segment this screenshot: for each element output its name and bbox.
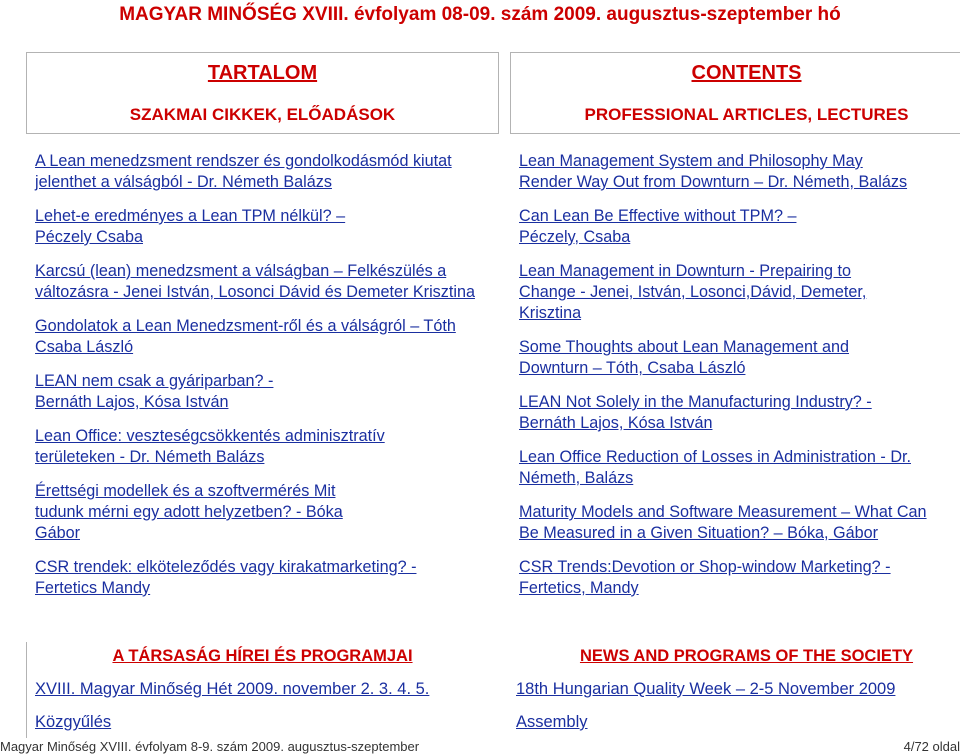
article-list-en <box>519 151 960 599</box>
toc-heading-box-hu <box>26 52 499 134</box>
news-link-en-2[interactable]: Assembly <box>516 713 588 731</box>
article-link-hu-7[interactable]: Érettségi modellek és a szoftvermérés Mit tudunk mérni egy adott helyzetben? - Bóka Gábor <box>35 482 343 542</box>
journal-header: MAGYAR MINŐSÉG XVIII. évfolyam 08-09. szám 2009. augusztus-szeptember hó <box>119 4 841 25</box>
article-link-en-1[interactable]: Lean Management System and Philosophy May Render Way Out from Downturn – Dr. Németh, Balázs <box>519 152 908 191</box>
toc-subtitle-hu: SZAKMAI CIKKEK, ELŐADÁSOK <box>129 105 396 124</box>
toc-column-en <box>510 52 960 612</box>
article-link-en-3[interactable]: Lean Management in Downturn - Prepairing to Change - Jenei, István, Losonci,Dávid, Demeter, Krisztina <box>519 262 867 322</box>
toc-title-hu: TARTALOM <box>207 62 318 84</box>
toc-title-en: CONTENTS <box>691 62 802 84</box>
footer-page-number: 4/72 oldal <box>903 739 960 754</box>
article-link-en-6[interactable]: Lean Office Reduction of Losses in Administration - Dr. Németh, Balázs <box>519 448 911 487</box>
toc-heading-box-en <box>510 52 960 134</box>
article-list-hu <box>35 151 499 599</box>
article-link-hu-3[interactable]: Karcsú (lean) menedzsment a válságban – Felkészülés a változásra - Jenei István, Losonci Dávid és Demeter Krisztina <box>35 262 475 301</box>
news-heading-hu: A TÁRSASÁG HÍREI ÉS PROGRAMJAI <box>112 647 413 665</box>
article-link-en-7[interactable]: Maturity Models and Software Measurement – What Can Be Measured in a Given Situation? – Bóka, Gábor <box>519 503 927 542</box>
news-link-hu-2[interactable]: Közgyűlés <box>35 713 112 731</box>
article-link-en-5[interactable]: LEAN Not Solely in the Manufacturing Industry? - Bernáth Lajos, Kósa István <box>519 393 872 432</box>
news-heading-en: NEWS AND PROGRAMS OF THE SOCIETY <box>579 647 914 665</box>
article-link-hu-8[interactable]: CSR trendek: elköteleződés vagy kirakatmarketing? - Fertetics Mandy <box>35 558 417 597</box>
toc-subtitle-en: PROFESSIONAL ARTICLES, LECTURES <box>584 105 909 124</box>
article-link-hu-2[interactable]: Lehet-e eredményes a Lean TPM nélkül? – Péczely Csaba <box>35 207 346 246</box>
article-link-hu-4[interactable]: Gondolatok a Lean Menedzsment-ről és a válságról – Tóth Csaba László <box>35 317 456 356</box>
news-link-hu-1[interactable]: XVIII. Magyar Minőség Hét 2009. november 2. 3. 4. 5. <box>35 680 430 698</box>
article-link-en-4[interactable]: Some Thoughts about Lean Management and Downturn – Tóth, Csaba László <box>519 338 849 377</box>
toc-column-hu <box>26 52 499 612</box>
article-link-hu-6[interactable]: Lean Office: veszteségcsökkentés adminisztratív területeken - Dr. Németh Balázs <box>35 427 385 466</box>
news-link-en-1[interactable]: 18th Hungarian Quality Week – 2-5 November 2009 <box>516 680 896 698</box>
article-link-en-8[interactable]: CSR Trends:Devotion or Shop-window Marketing? - Fertetics, Mandy <box>519 558 891 597</box>
article-link-hu-1[interactable]: A Lean menedzsment rendszer és gondolkodásmód kiutat jelenthet a válságból - Dr. Németh Balázs <box>35 152 452 191</box>
article-link-en-2[interactable]: Can Lean Be Effective without TPM? – Péczely, Csaba <box>519 207 797 246</box>
article-link-hu-5[interactable]: LEAN nem csak a gyáriparban? - Bernáth Lajos, Kósa István <box>35 372 274 411</box>
footer-journal-info: Magyar Minőség XVIII. évfolyam 8-9. szám 2009. augusztus-szeptember <box>0 739 420 754</box>
page-footer <box>0 738 960 755</box>
